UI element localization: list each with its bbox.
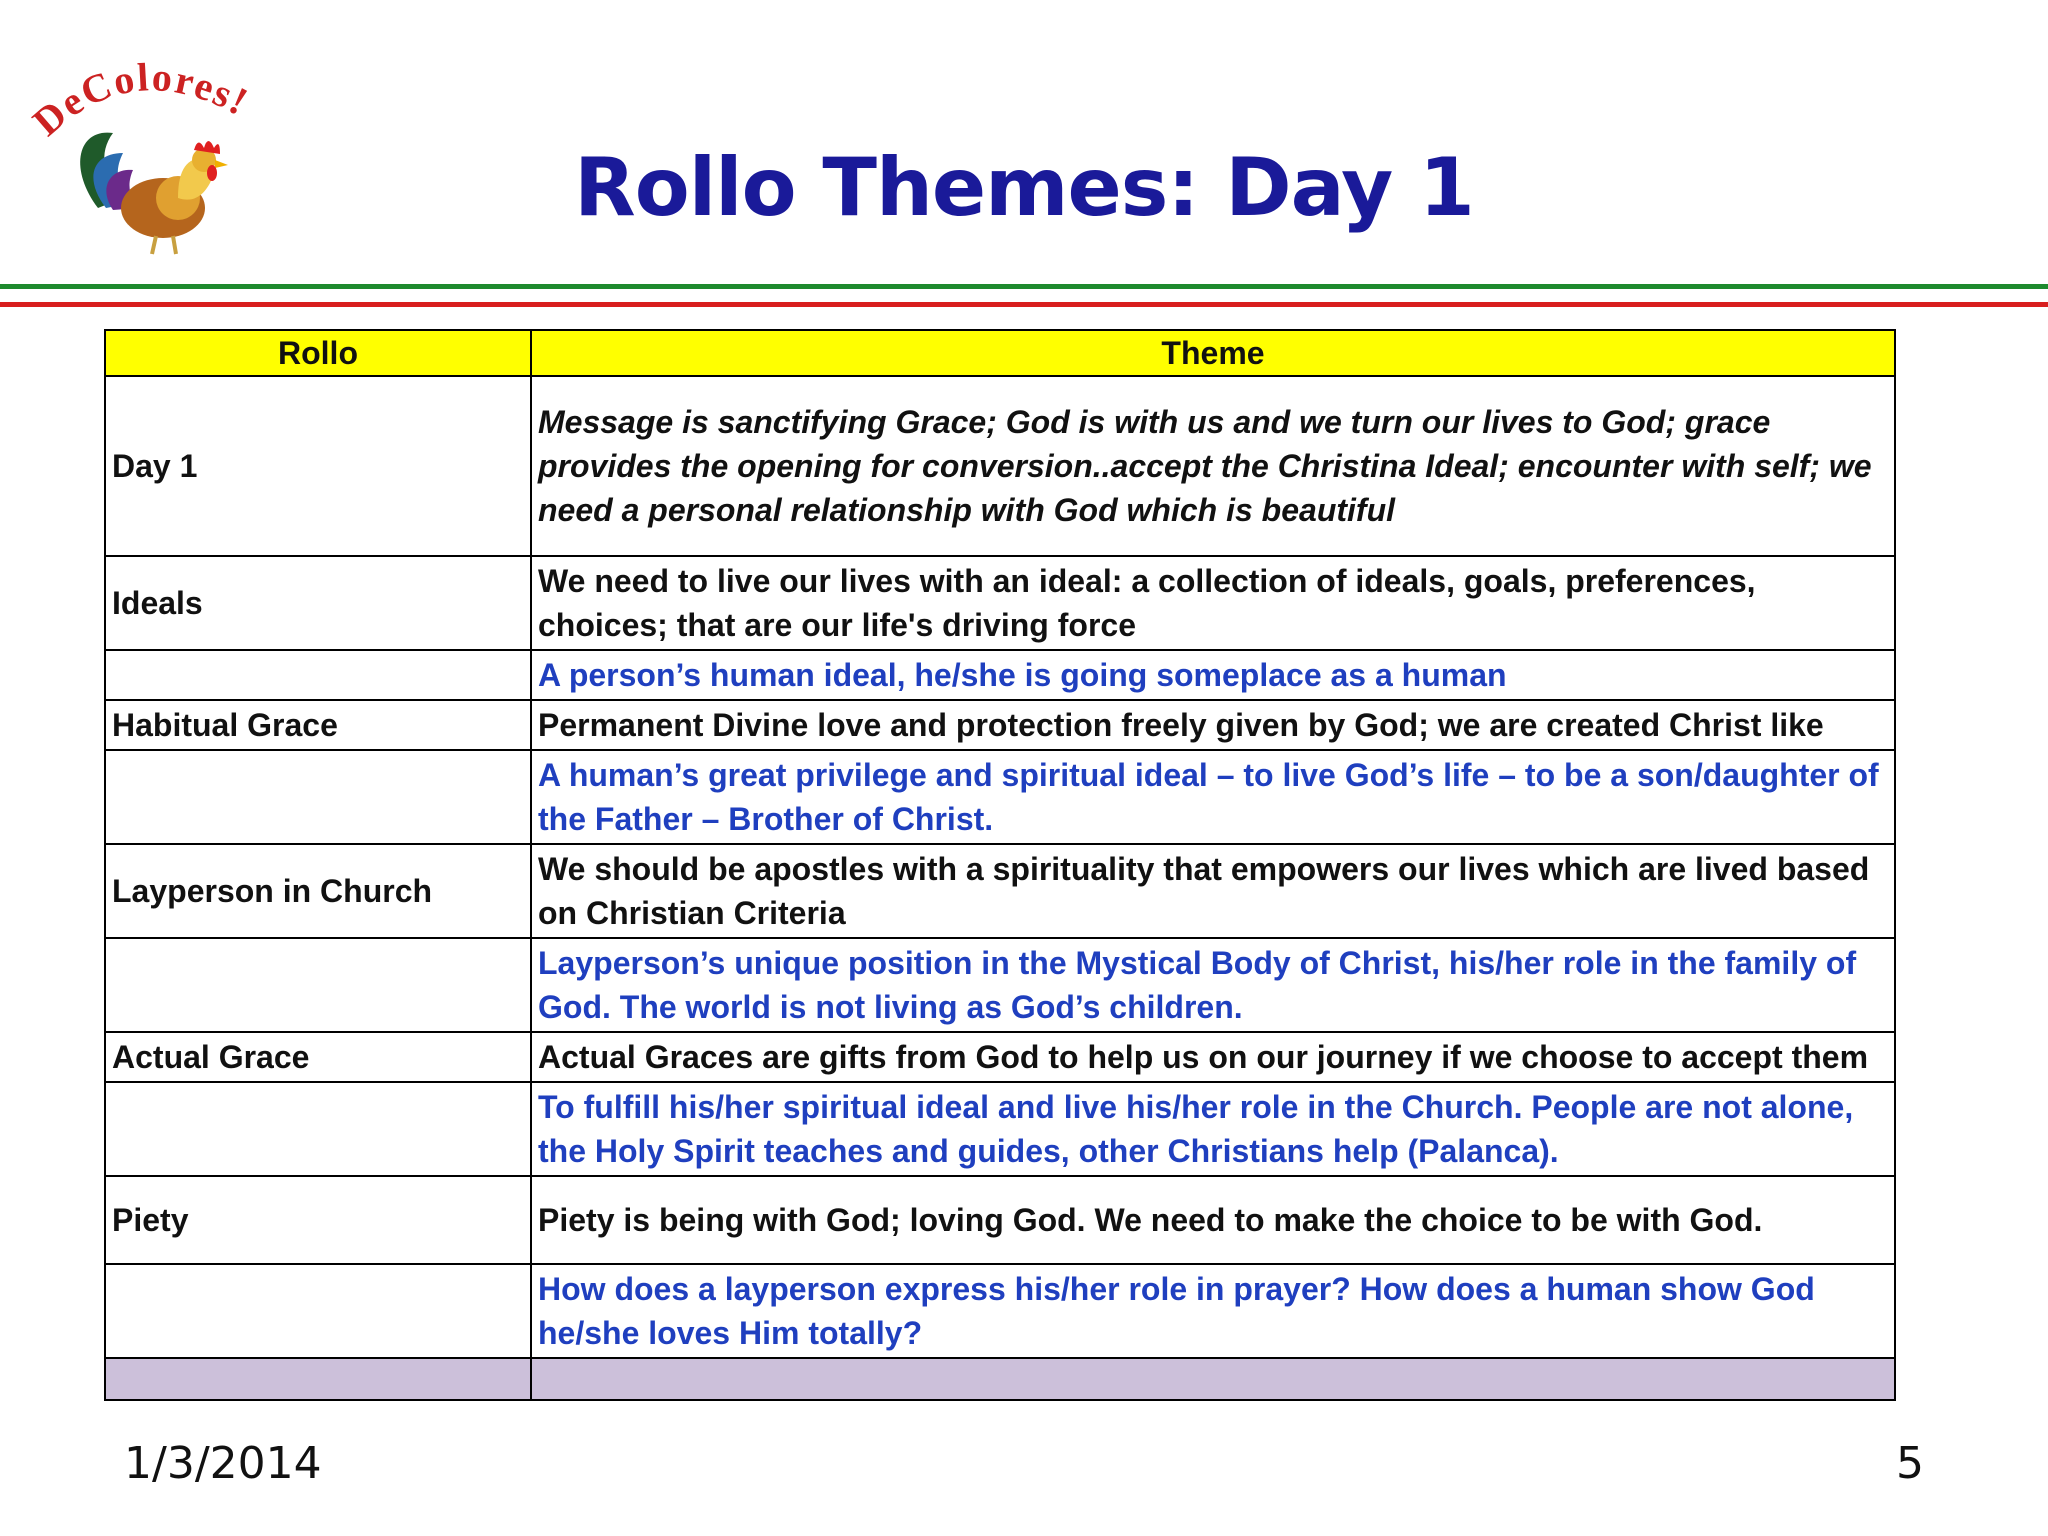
theme-cell: How does a layperson express his/her role in prayer? How does a human show God he/she loves Him totally? — [531, 1264, 1895, 1358]
table-row — [105, 750, 1895, 844]
footer-cell — [531, 1358, 1895, 1400]
table-row — [105, 938, 1895, 1032]
theme-cell: Layperson’s unique position in the Mystical Body of Christ, his/her role in the family of God. The world is not living as God’s children. — [531, 938, 1895, 1032]
rollo-cell: Habitual Grace — [105, 700, 531, 750]
divider-green — [0, 284, 2048, 289]
footer-cell — [105, 1358, 531, 1400]
page-title: Rollo Themes: Day 1 — [574, 141, 1474, 234]
table-row — [105, 1264, 1895, 1358]
table-row — [105, 650, 1895, 700]
theme-cell: Actual Graces are gifts from God to help us on our journey if we choose to accept them — [531, 1032, 1895, 1082]
rollo-cell: Ideals — [105, 556, 531, 650]
divider-red — [0, 302, 2048, 307]
header-theme: Theme — [531, 330, 1895, 376]
rollo-cell: Piety — [105, 1176, 531, 1264]
rollo-cell — [105, 938, 531, 1032]
table-row — [105, 844, 1895, 938]
table-row — [105, 1032, 1895, 1082]
table-row — [105, 1082, 1895, 1176]
theme-cell: A human’s great privilege and spiritual ideal – to live God’s life – to be a son/daughter of the Father – Brother of Christ. — [531, 750, 1895, 844]
header-rollo: Rollo — [105, 330, 531, 376]
theme-cell: A person’s human ideal, he/she is going someplace as a human — [531, 650, 1895, 700]
table-row — [105, 376, 1895, 556]
theme-cell: Permanent Divine love and protection freely given by God; we are created Christ like — [531, 700, 1895, 750]
logo-text: DeColores! — [28, 58, 257, 145]
theme-cell: Message is sanctifying Grace; God is with us and we turn our lives to God; grace provides the opening for conversion..accept the Christina Ideal; encounter with self; we need a personal relationship with God which is beautiful — [531, 376, 1895, 556]
rollo-table — [104, 329, 1896, 1401]
table-row — [105, 700, 1895, 750]
rollo-cell — [105, 650, 531, 700]
rollo-cell — [105, 750, 531, 844]
slide-page-number: 5 — [1896, 1438, 1924, 1489]
rollo-cell: Actual Grace — [105, 1032, 531, 1082]
theme-cell: Piety is being with God; loving God. We need to make the choice to be with God. — [531, 1176, 1895, 1264]
theme-cell: We should be apostles with a spirituality that empowers our lives which are lived based on Christian Criteria — [531, 844, 1895, 938]
rollo-cell — [105, 1264, 531, 1358]
table-header-row — [105, 330, 1895, 376]
table-footer-row — [105, 1358, 1895, 1400]
theme-cell: To fulfill his/her spiritual ideal and live his/her role in the Church. People are not alone, the Holy Spirit teaches and guides, other Christians help (Palanca). — [531, 1082, 1895, 1176]
table-row — [105, 1176, 1895, 1264]
rollo-cell: Layperson in Church — [105, 844, 531, 938]
slide-date: 1/3/2014 — [124, 1438, 322, 1489]
rollo-cell: Day 1 — [105, 376, 531, 556]
table-row — [105, 556, 1895, 650]
theme-cell: We need to live our lives with an ideal: a collection of ideals, goals, preferences, choices; that are our life's driving force — [531, 556, 1895, 650]
rollo-cell — [105, 1082, 531, 1176]
